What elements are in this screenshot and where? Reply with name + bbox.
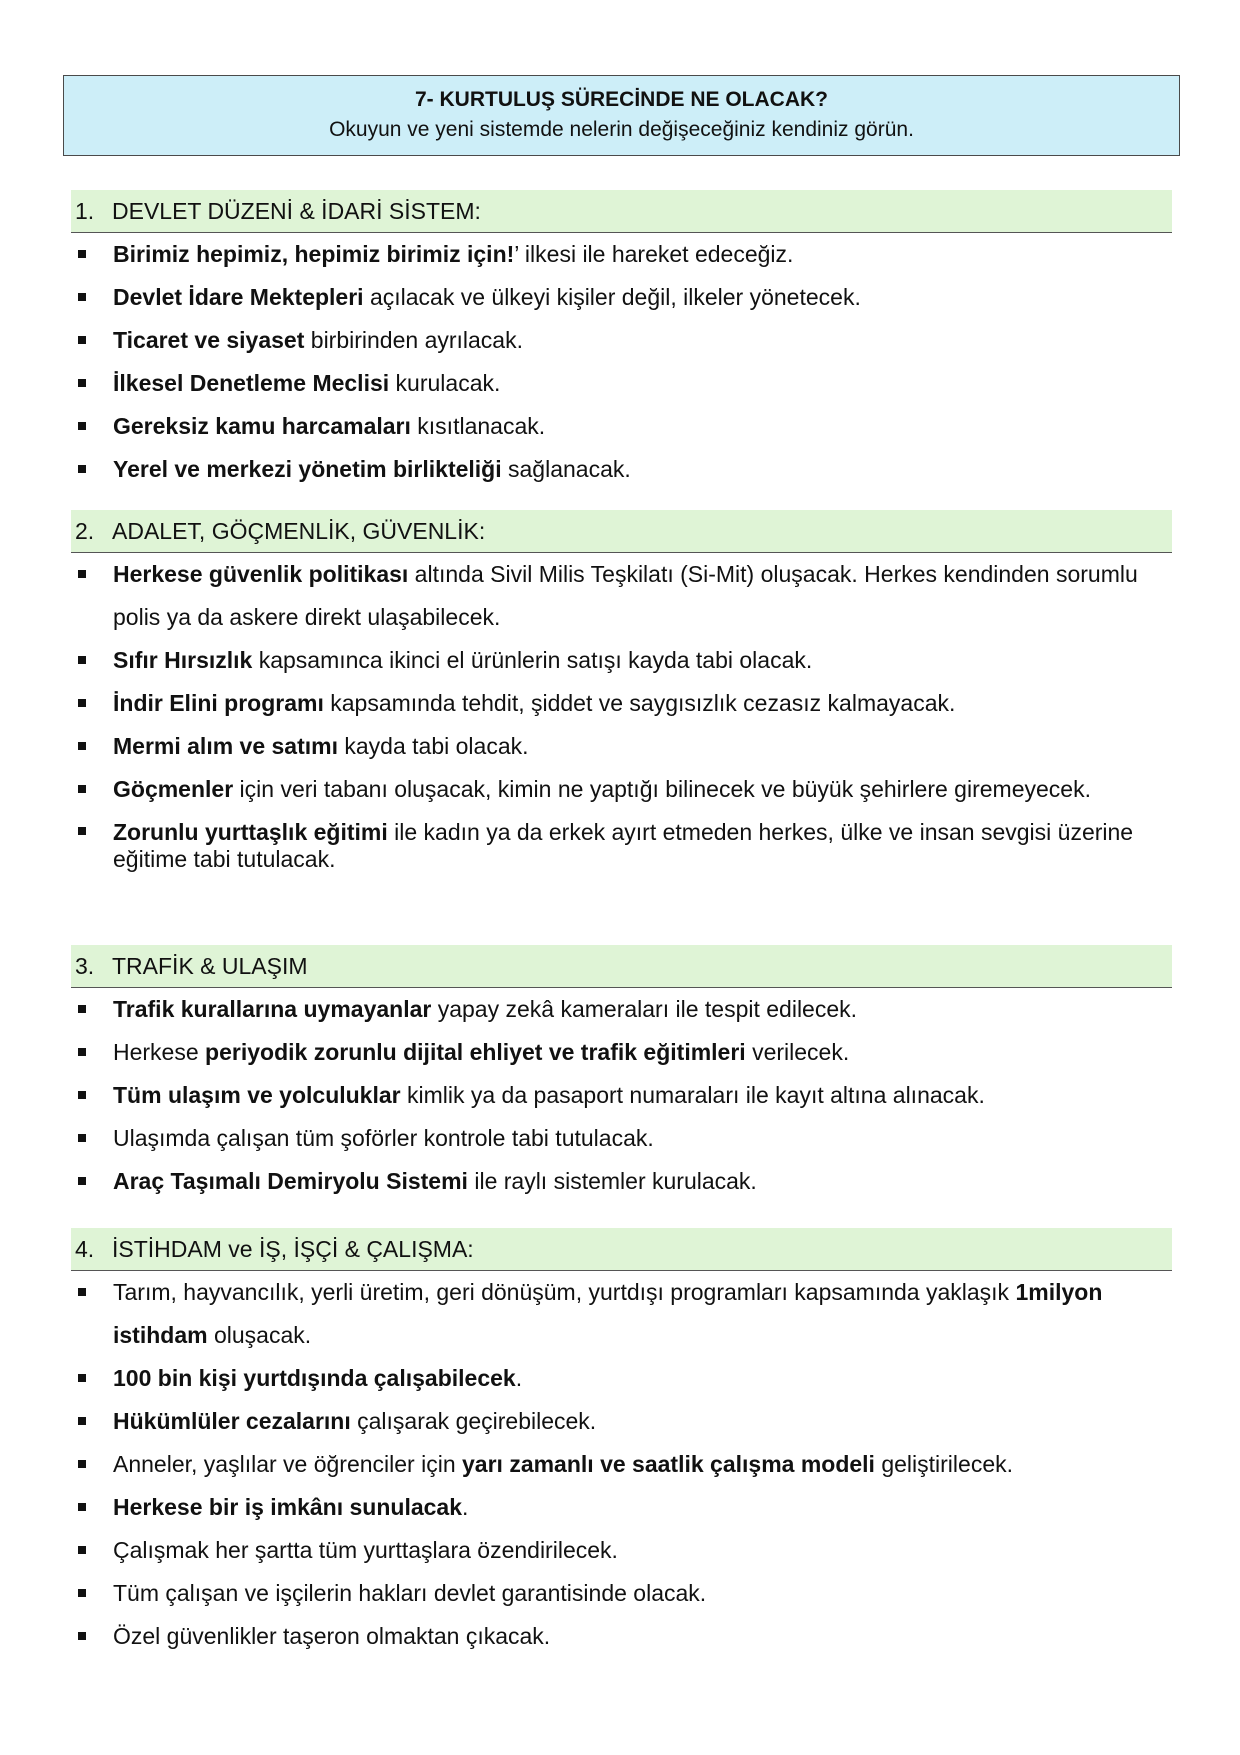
section-trafik	[71, 945, 1172, 1203]
item-bold: Gereksiz kamu harcamaları	[113, 413, 411, 439]
header-box	[63, 75, 1180, 156]
section-number: 1.	[75, 198, 95, 224]
item-bold: İndir Elini programı	[113, 690, 324, 716]
section-adalet	[71, 510, 1172, 883]
item-bold: Tüm ulaşım ve yolculuklar	[113, 1082, 401, 1108]
square-bullet-icon	[78, 827, 86, 835]
list-item	[71, 362, 1172, 405]
item-text: verilecek.	[745, 1039, 850, 1065]
section-number: 3.	[75, 953, 95, 979]
item-text: ’ ilkesi ile hareket edeceğiz.	[514, 241, 794, 267]
list-item	[71, 448, 1172, 491]
item-text: oluşacak.	[207, 1322, 312, 1348]
item-bold: Trafik kurallarına uymayanlar	[113, 996, 432, 1022]
item-bold: Hükümlüler cezalarını	[113, 1408, 351, 1434]
item-text: kimlik ya da pasaport numaraları ile kayıt altına alınacak.	[400, 1082, 985, 1108]
square-bullet-icon	[78, 422, 86, 430]
square-bullet-icon	[78, 1134, 86, 1142]
page-title: 7- KURTULUŞ SÜRECİNDE NE OLACAK?	[414, 88, 828, 111]
square-bullet-icon	[78, 1589, 86, 1597]
item-text: Tüm çalışan ve işçilerin hakları devlet garantisinde olacak.	[113, 1580, 707, 1606]
square-bullet-icon	[78, 1503, 86, 1511]
list-item	[71, 639, 1172, 682]
item-bold: periyodik zorunlu dijital ehliyet ve trafik eğitimleri	[205, 1039, 746, 1065]
section-devlet	[71, 190, 1172, 491]
item-bold: 1milyon istihdam	[113, 1279, 1103, 1348]
item-text: .	[515, 1365, 523, 1391]
section-header	[71, 190, 1172, 233]
section-title: İSTİHDAM ve İŞ, İŞÇİ & ÇALIŞMA:	[112, 1236, 474, 1262]
list-item	[71, 1615, 1172, 1658]
item-bold: Sıfır Hırsızlık	[113, 647, 253, 673]
square-bullet-icon	[78, 1288, 86, 1296]
list-item	[71, 276, 1172, 319]
section-title: ADALET, GÖÇMENLİK, GÜVENLİK:	[112, 518, 486, 544]
square-bullet-icon	[78, 1005, 86, 1013]
square-bullet-icon	[78, 1546, 86, 1554]
list-item	[71, 768, 1172, 811]
list-item	[71, 405, 1172, 448]
bullet-list	[71, 1271, 1172, 1658]
section-header	[71, 1228, 1172, 1271]
list-item	[71, 1271, 1172, 1357]
list-item	[71, 1357, 1172, 1400]
square-bullet-icon	[78, 379, 86, 387]
item-text: kısıtlanacak.	[410, 413, 546, 439]
item-bold: Zorunlu yurttaşlık eğitimi	[113, 819, 388, 845]
list-item	[71, 988, 1172, 1031]
item-text: Çalışmak her şartta tüm yurttaşlara özendirilecek.	[113, 1537, 618, 1563]
item-bold: Araç Taşımalı Demiryolu Sistemi	[113, 1168, 468, 1194]
list-item	[71, 1400, 1172, 1443]
item-text: birbirinden ayrılacak.	[304, 327, 523, 353]
item-bold: Devlet İdare Mektepleri	[113, 284, 364, 310]
list-item	[71, 1031, 1172, 1074]
item-text: kapsamında tehdit, şiddet ve saygısızlık cezasız kalmayacak.	[323, 690, 956, 716]
item-bold: Birimiz hepimiz, hepimiz birimiz için!	[113, 241, 515, 267]
item-text: açılacak ve ülkeyi kişiler değil, ilkeler yönetecek.	[363, 284, 861, 310]
square-bullet-icon	[78, 742, 86, 750]
item-text: sağlanacak.	[501, 456, 631, 482]
bullet-list	[71, 988, 1172, 1203]
item-text: çalışarak geçirebilecek.	[350, 1408, 597, 1434]
list-item	[71, 1117, 1172, 1160]
section-title: TRAFİK & ULAŞIM	[112, 953, 308, 979]
item-text: Özel güvenlikler taşeron olmaktan çıkacak.	[113, 1623, 551, 1649]
square-bullet-icon	[78, 656, 86, 664]
square-bullet-icon	[78, 336, 86, 344]
list-item	[71, 1572, 1172, 1615]
square-bullet-icon	[78, 1632, 86, 1640]
list-item	[71, 1160, 1172, 1203]
section-header	[71, 945, 1172, 988]
list-item	[71, 1529, 1172, 1572]
list-item	[71, 1443, 1172, 1486]
section-istihdam	[71, 1228, 1172, 1658]
square-bullet-icon	[78, 785, 86, 793]
item-bold: Mermi alım ve satımı	[113, 733, 338, 759]
item-bold: 100 bin kişi yurtdışında çalışabilecek	[113, 1365, 516, 1391]
list-item	[71, 553, 1172, 639]
square-bullet-icon	[78, 293, 86, 301]
square-bullet-icon	[78, 1177, 86, 1185]
section-number: 4.	[75, 1236, 95, 1262]
item-text: ile kadın ya da erkek ayırt etmeden herkes, ülke ve insan sevgisi üzerine eğitime tabi tutulacak.	[113, 819, 1134, 872]
item-bold: Yerel ve merkezi yönetim birlikteliği	[113, 456, 502, 482]
item-text: geliştirilecek.	[874, 1451, 1013, 1477]
item-text: Ulaşımda çalışan tüm şoförler kontrole tabi tutulacak.	[113, 1125, 654, 1151]
list-item	[71, 319, 1172, 362]
item-text: kapsamınca ikinci el ürünlerin satışı kayda tabi olacak.	[252, 647, 813, 673]
section-number: 2.	[75, 518, 95, 544]
item-bold: yarı zamanlı ve saatlik çalışma modeli	[462, 1451, 875, 1477]
item-bold: Herkese güvenlik politikası	[113, 561, 409, 587]
square-bullet-icon	[78, 250, 86, 258]
list-item	[71, 1486, 1172, 1529]
item-prefix: Tarım, hayvancılık, yerli üretim, geri dönüşüm, yurtdışı programları kapsamında yaklaşık	[113, 1279, 1016, 1305]
square-bullet-icon	[78, 699, 86, 707]
bullet-list	[71, 553, 1172, 883]
item-prefix: Herkese	[113, 1039, 206, 1065]
list-item	[71, 811, 1172, 883]
square-bullet-icon	[78, 1374, 86, 1382]
section-title: DEVLET DÜZENİ & İDARİ SİSTEM:	[112, 198, 481, 224]
page-subtitle: Okuyun ve yeni sistemde nelerin değişeceğiniz kendiniz görün.	[329, 118, 914, 141]
square-bullet-icon	[78, 1048, 86, 1056]
square-bullet-icon	[78, 465, 86, 473]
item-text: .	[462, 1494, 469, 1520]
list-item	[71, 682, 1172, 725]
item-text: için veri tabanı oluşacak, kimin ne yaptığı bilinecek ve büyük şehirlere giremeyecek.	[233, 776, 1091, 802]
item-bold: Göçmenler	[113, 776, 234, 802]
item-text: kurulacak.	[389, 370, 501, 396]
item-bold: Herkese bir iş imkânı sunulacak	[113, 1494, 463, 1520]
square-bullet-icon	[78, 1460, 86, 1468]
square-bullet-icon	[78, 1091, 86, 1099]
list-item	[71, 1074, 1172, 1117]
bullet-list	[71, 233, 1172, 491]
item-bold: İlkesel Denetleme Meclisi	[113, 370, 390, 396]
item-text: altında Sivil Milis Teşkilatı (Si-Mit) oluşacak. Herkes kendinden sorumlu polis ya da askere direkt ulaşabilecek.	[113, 561, 1138, 630]
item-prefix: Anneler, yaşlılar ve öğrenciler için	[113, 1451, 462, 1477]
item-text: kayda tabi olacak.	[338, 733, 529, 759]
item-text: yapay zekâ kameraları ile tespit edilecek.	[431, 996, 858, 1022]
item-text: ile raylı sistemler kurulacak.	[467, 1168, 757, 1194]
square-bullet-icon	[78, 1417, 86, 1425]
list-item	[71, 725, 1172, 768]
item-bold: Ticaret ve siyaset	[113, 327, 305, 353]
square-bullet-icon	[78, 570, 86, 578]
list-item	[71, 233, 1172, 276]
section-header	[71, 510, 1172, 553]
